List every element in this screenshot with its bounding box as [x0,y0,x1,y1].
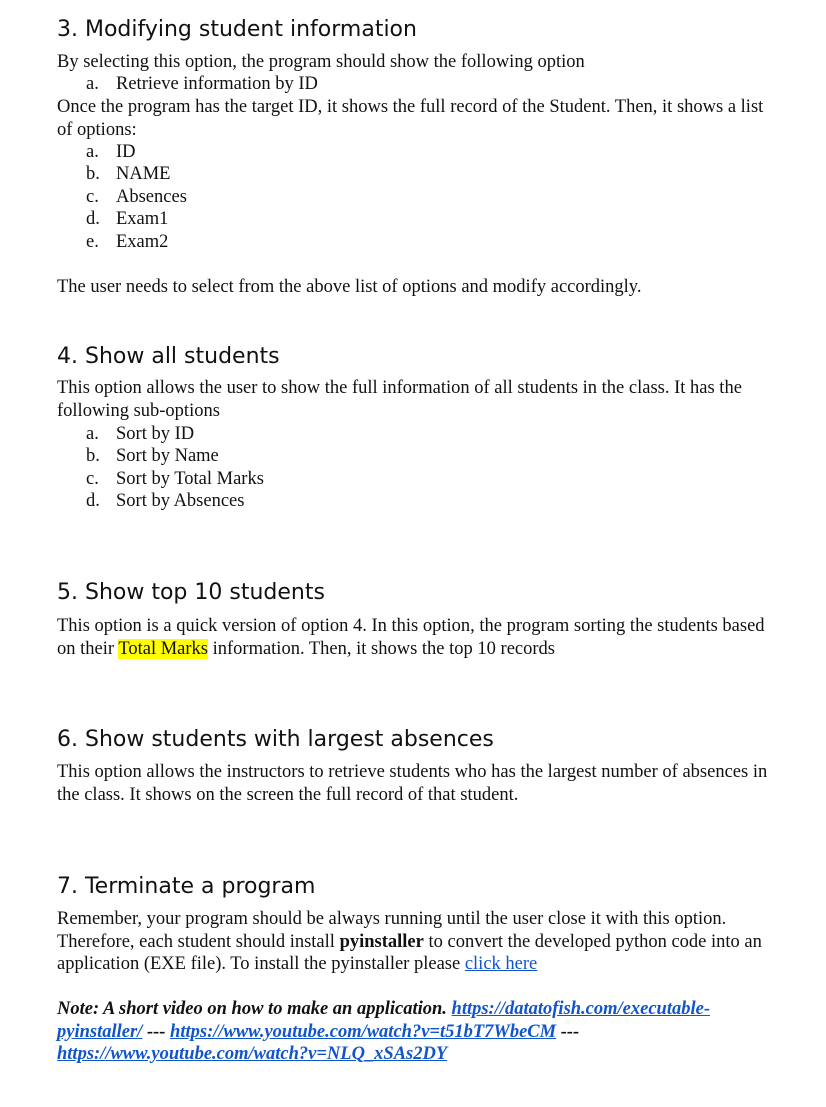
datatofish-link[interactable]: https://datatofish.com/executable-pyinstaller/ [57,999,710,1042]
list-marker: a. [86,424,99,444]
list-item [86,186,187,209]
list-text: Absences [116,187,187,207]
note-separator: --- [556,1021,580,1042]
s3-closing: The user needs to select from the above list of options and modify accordingly. [57,277,642,297]
youtube-link-2[interactable]: https://www.youtube.com/watch?v=NLQ_xSAs2DY [57,1044,448,1064]
list-item [86,231,168,254]
s5-paragraph [57,615,777,660]
note-paragraph [57,998,777,1066]
s5-text-before: This option is a quick version of option 4. In this option, the program sorting the students based on their [57,616,765,659]
list-text: Sort by Name [116,446,219,466]
list-marker: d. [86,491,100,511]
list-marker: c. [86,469,99,489]
list-text: Exam1 [116,209,169,229]
s5-text-after: information. Then, it shows the top 10 records [207,638,555,659]
list-text: Retrieve information by ID [116,74,318,94]
list-item [86,423,194,446]
list-marker: a. [86,74,99,94]
s3-intro: By selecting this option, the program should show the following option [57,52,585,72]
list-item [86,208,168,231]
list-marker: d. [86,209,100,229]
list-text: Sort by Total Marks [116,469,264,489]
list-text: NAME [116,164,171,184]
heading-largest-absences: 6. Show students with largest absences [57,727,494,752]
s7-paragraph [57,908,777,976]
list-item [86,141,136,164]
pyinstaller-bold: pyinstaller [339,931,424,952]
list-marker: c. [86,187,99,207]
s7-text-after: to convert the developed python code into an application (EXE file). To install the pyinstaller please [57,931,762,974]
list-item [86,163,170,186]
list-marker: e. [86,232,99,252]
heading-terminate-program: 7. Terminate a program [57,874,316,899]
click-here-link[interactable]: click here [464,954,538,974]
s4-intro: This option allows the user to show the full information of all students in the class. It has the following sub-options [57,378,742,421]
heading-modifying-student-info: 3. Modifying student information [57,17,417,42]
list-marker: b. [86,164,100,184]
s6-paragraph: This option allows the instructors to retrieve students who has the largest number of absences in the class. It shows on the screen the full record of that student. [57,762,768,805]
s3-paragraph: Once the program has the target ID, it shows the full record of the Student. Then, it shows a list of options: [57,97,764,140]
list-item [86,490,244,513]
list-marker: b. [86,446,100,466]
highlighted-text: Total Marks [118,638,208,659]
youtube-link-1[interactable]: https://www.youtube.com/watch?v=t51bT7WbeCM [170,1021,557,1042]
list-item [86,73,318,96]
list-text: Sort by Absences [116,491,245,511]
note-label: Note: A short video on how to make an application. [57,999,452,1019]
list-item [86,445,219,468]
list-item [86,468,264,491]
list-text: Exam2 [116,232,169,252]
note-separator: --- [142,1021,171,1042]
s7-text-before: Remember, your program should be always running until the user close it with this option. Therefore, each student should install [57,909,727,952]
heading-show-all-students: 4. Show all students [57,344,280,369]
list-text: Sort by ID [116,424,195,444]
list-text: ID [116,142,136,162]
list-marker: a. [86,142,99,162]
heading-show-top-10: 5. Show top 10 students [57,580,325,605]
